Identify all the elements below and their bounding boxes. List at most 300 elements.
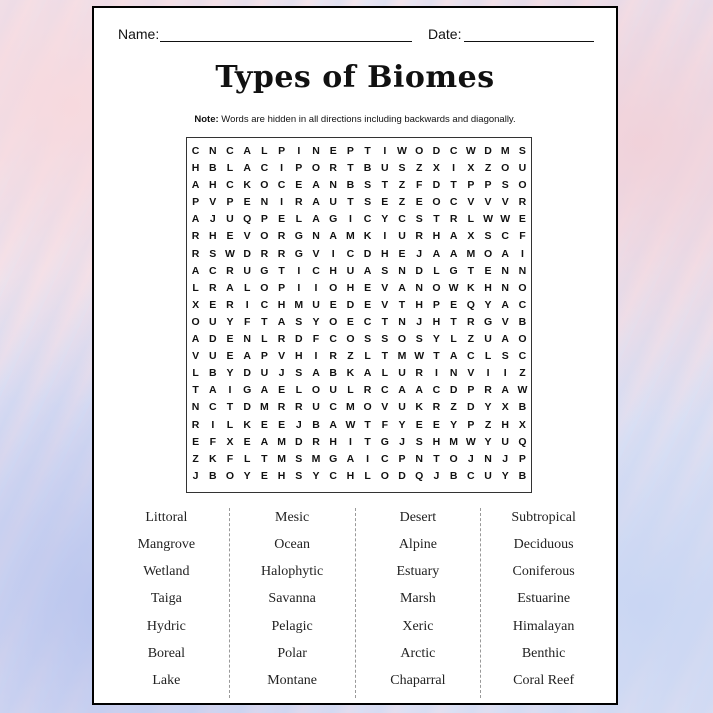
grid-letter[interactable]: T: [433, 452, 440, 465]
grid-letter[interactable]: E: [243, 435, 251, 448]
grid-letter[interactable]: S: [364, 179, 372, 192]
grid-letter[interactable]: C: [260, 298, 269, 311]
grid-letter[interactable]: H: [381, 247, 389, 260]
grid-letter[interactable]: A: [415, 384, 423, 397]
grid-letter[interactable]: E: [243, 196, 251, 209]
grid-letter[interactable]: Y: [312, 469, 320, 482]
grid-letter[interactable]: Z: [484, 418, 492, 431]
grid-letter[interactable]: C: [449, 145, 458, 157]
grid-letter[interactable]: Q: [518, 435, 527, 448]
grid-letter[interactable]: Y: [484, 401, 492, 414]
grid-letter[interactable]: W: [465, 435, 476, 448]
grid-letter[interactable]: O: [483, 247, 493, 260]
grid-letter[interactable]: S: [381, 264, 389, 277]
grid-letter[interactable]: N: [260, 196, 269, 209]
grid-letter[interactable]: I: [314, 281, 318, 294]
grid-letter[interactable]: G: [380, 435, 389, 448]
grid-letter[interactable]: C: [363, 315, 372, 328]
grid-letter[interactable]: A: [277, 315, 286, 328]
grid-letter[interactable]: C: [329, 333, 337, 346]
grid-letter[interactable]: L: [364, 350, 371, 363]
grid-letter[interactable]: O: [225, 469, 235, 482]
grid-letter[interactable]: U: [329, 384, 337, 397]
grid-letter[interactable]: T: [381, 350, 389, 363]
grid-letter[interactable]: O: [329, 281, 338, 294]
grid-letter[interactable]: S: [364, 196, 372, 209]
grid-letter[interactable]: O: [518, 179, 527, 192]
grid-letter[interactable]: N: [484, 452, 492, 465]
grid-letter[interactable]: M: [277, 452, 286, 465]
grid-letter[interactable]: Y: [484, 435, 492, 448]
grid-letter[interactable]: A: [191, 264, 200, 277]
grid-letter[interactable]: P: [518, 452, 526, 465]
grid-letter[interactable]: C: [381, 384, 389, 397]
grid-letter[interactable]: P: [346, 145, 354, 157]
grid-letter[interactable]: P: [226, 196, 234, 209]
grid-letter[interactable]: R: [260, 247, 269, 260]
grid-letter[interactable]: V: [192, 350, 200, 363]
grid-letter[interactable]: Y: [450, 418, 458, 431]
grid-letter[interactable]: B: [363, 162, 372, 175]
grid-letter[interactable]: R: [484, 384, 492, 397]
grid-letter[interactable]: U: [398, 367, 406, 380]
grid-letter[interactable]: U: [346, 264, 355, 277]
grid-letter[interactable]: U: [398, 401, 406, 414]
grid-letter[interactable]: R: [363, 384, 372, 397]
grid-letter[interactable]: B: [346, 179, 355, 192]
grid-letter[interactable]: E: [346, 315, 354, 328]
grid-letter[interactable]: B: [312, 418, 320, 431]
grid-letter[interactable]: J: [295, 418, 302, 431]
grid-letter[interactable]: H: [432, 435, 441, 448]
grid-letter[interactable]: P: [467, 384, 475, 397]
grid-letter[interactable]: I: [297, 145, 301, 157]
grid-letter[interactable]: E: [192, 435, 200, 448]
grid-letter[interactable]: D: [294, 435, 303, 448]
grid-letter[interactable]: E: [381, 196, 389, 209]
grid-letter[interactable]: T: [433, 213, 440, 226]
grid-letter[interactable]: J: [502, 452, 509, 465]
name-field-line[interactable]: [160, 41, 412, 42]
grid-letter[interactable]: L: [192, 281, 199, 294]
grid-letter[interactable]: C: [467, 469, 475, 482]
grid-letter[interactable]: A: [346, 452, 355, 465]
grid-letter[interactable]: R: [208, 281, 217, 294]
grid-letter[interactable]: Z: [484, 162, 492, 175]
grid-letter[interactable]: Q: [466, 298, 475, 311]
grid-letter[interactable]: T: [433, 350, 440, 363]
grid-letter[interactable]: A: [260, 384, 269, 397]
grid-letter[interactable]: Q: [243, 213, 252, 226]
grid-letter[interactable]: E: [278, 384, 286, 397]
grid-letter[interactable]: T: [192, 384, 199, 397]
grid-letter[interactable]: S: [209, 247, 217, 260]
grid-letter[interactable]: D: [243, 247, 251, 260]
grid-letter[interactable]: N: [398, 264, 406, 277]
grid-letter[interactable]: S: [381, 333, 389, 346]
grid-letter[interactable]: R: [432, 401, 441, 414]
grid-letter[interactable]: E: [260, 418, 268, 431]
grid-letter[interactable]: R: [415, 230, 423, 243]
grid-letter[interactable]: U: [243, 264, 251, 277]
grid-letter[interactable]: A: [191, 333, 200, 346]
grid-letter[interactable]: P: [432, 298, 440, 311]
grid-letter[interactable]: S: [484, 230, 492, 243]
grid-letter[interactable]: V: [243, 230, 251, 243]
grid-letter[interactable]: M: [294, 298, 304, 311]
grid-letter[interactable]: H: [432, 230, 441, 243]
grid-letter[interactable]: D: [449, 384, 458, 397]
grid-letter[interactable]: A: [398, 384, 406, 397]
grid-letter[interactable]: L: [243, 452, 251, 465]
grid-letter[interactable]: R: [449, 213, 458, 226]
grid-letter[interactable]: O: [329, 315, 338, 328]
grid-letter[interactable]: L: [295, 213, 302, 226]
grid-letter[interactable]: H: [346, 469, 355, 482]
grid-letter[interactable]: D: [415, 264, 423, 277]
grid-letter[interactable]: S: [415, 435, 423, 448]
grid-letter[interactable]: X: [501, 401, 509, 414]
date-field-line[interactable]: [464, 41, 594, 42]
grid-letter[interactable]: T: [261, 315, 268, 328]
grid-letter[interactable]: R: [294, 196, 303, 209]
grid-letter[interactable]: N: [398, 315, 406, 328]
grid-letter[interactable]: O: [311, 384, 321, 397]
grid-letter[interactable]: K: [363, 230, 372, 243]
grid-letter[interactable]: M: [500, 145, 510, 157]
grid-letter[interactable]: N: [501, 264, 510, 277]
grid-letter[interactable]: O: [449, 452, 458, 465]
grid-letter[interactable]: O: [363, 401, 372, 414]
grid-letter[interactable]: I: [211, 418, 215, 431]
grid-letter[interactable]: L: [347, 384, 354, 397]
grid-letter[interactable]: S: [415, 333, 423, 346]
grid-letter[interactable]: Y: [226, 367, 234, 380]
grid-letter[interactable]: C: [277, 179, 286, 192]
grid-letter[interactable]: P: [278, 281, 286, 294]
grid-letter[interactable]: N: [243, 333, 251, 346]
grid-letter[interactable]: V: [501, 315, 509, 328]
grid-letter[interactable]: E: [226, 333, 234, 346]
grid-letter[interactable]: R: [329, 162, 337, 175]
grid-letter[interactable]: V: [278, 350, 286, 363]
grid-letter[interactable]: J: [192, 469, 199, 482]
grid-letter[interactable]: C: [467, 350, 475, 363]
grid-letter[interactable]: V: [467, 367, 475, 380]
grid-letter[interactable]: O: [397, 333, 407, 346]
grid-letter[interactable]: T: [450, 179, 457, 192]
grid-letter[interactable]: C: [398, 213, 406, 226]
grid-letter[interactable]: L: [192, 367, 199, 380]
grid-letter[interactable]: P: [484, 179, 492, 192]
grid-letter[interactable]: A: [312, 179, 320, 192]
grid-letter[interactable]: H: [329, 435, 337, 448]
grid-letter[interactable]: A: [329, 418, 337, 431]
grid-letter[interactable]: R: [191, 230, 200, 243]
grid-letter[interactable]: S: [501, 179, 509, 192]
grid-letter[interactable]: C: [329, 401, 337, 414]
grid-letter[interactable]: D: [243, 401, 251, 414]
grid-letter[interactable]: J: [416, 315, 423, 328]
grid-letter[interactable]: E: [209, 298, 217, 311]
grid-letter[interactable]: S: [295, 315, 303, 328]
grid-letter[interactable]: I: [245, 298, 249, 311]
grid-letter[interactable]: D: [294, 333, 303, 346]
grid-letter[interactable]: V: [467, 196, 475, 209]
grid-letter[interactable]: P: [467, 418, 475, 431]
grid-letter[interactable]: G: [294, 230, 303, 243]
grid-letter[interactable]: U: [208, 350, 217, 363]
grid-letter[interactable]: O: [260, 179, 269, 192]
grid-letter[interactable]: H: [208, 230, 217, 243]
grid-letter[interactable]: Z: [398, 179, 406, 192]
grid-letter[interactable]: N: [415, 452, 423, 465]
grid-letter[interactable]: W: [448, 281, 459, 294]
grid-letter[interactable]: A: [398, 281, 406, 294]
grid-letter[interactable]: R: [277, 247, 286, 260]
grid-letter[interactable]: Z: [347, 350, 354, 363]
grid-letter[interactable]: H: [501, 418, 510, 431]
grid-letter[interactable]: D: [484, 145, 492, 157]
grid-letter[interactable]: L: [484, 350, 492, 363]
grid-letter[interactable]: A: [243, 350, 251, 363]
grid-letter[interactable]: A: [449, 350, 458, 363]
grid-letter[interactable]: U: [484, 469, 492, 482]
grid-letter[interactable]: L: [295, 384, 302, 397]
grid-letter[interactable]: S: [501, 350, 509, 363]
grid-letter[interactable]: R: [294, 401, 303, 414]
grid-letter[interactable]: F: [243, 315, 251, 328]
grid-letter[interactable]: R: [191, 247, 200, 260]
grid-letter[interactable]: F: [416, 179, 423, 192]
grid-letter[interactable]: O: [518, 281, 527, 294]
grid-letter[interactable]: D: [467, 401, 475, 414]
grid-letter[interactable]: T: [364, 145, 371, 157]
grid-letter[interactable]: Z: [450, 401, 457, 414]
grid-letter[interactable]: E: [226, 350, 234, 363]
grid-letter[interactable]: Z: [192, 452, 199, 465]
grid-letter[interactable]: D: [432, 145, 441, 157]
grid-letter[interactable]: E: [450, 298, 458, 311]
grid-letter[interactable]: M: [466, 247, 476, 260]
grid-letter[interactable]: U: [260, 367, 269, 380]
grid-letter[interactable]: I: [297, 264, 301, 277]
grid-letter[interactable]: O: [518, 333, 527, 346]
grid-letter[interactable]: C: [518, 298, 527, 311]
grid-letter[interactable]: J: [467, 452, 474, 465]
grid-letter[interactable]: U: [518, 162, 527, 175]
grid-letter[interactable]: H: [432, 315, 441, 328]
grid-letter[interactable]: W: [397, 145, 407, 157]
grid-letter[interactable]: A: [501, 247, 510, 260]
grid-letter[interactable]: F: [312, 333, 320, 346]
grid-letter[interactable]: T: [347, 162, 354, 175]
grid-letter[interactable]: V: [381, 298, 389, 311]
grid-letter[interactable]: E: [278, 418, 286, 431]
grid-letter[interactable]: N: [449, 367, 458, 380]
grid-letter[interactable]: M: [346, 401, 355, 414]
grid-letter[interactable]: W: [483, 213, 493, 226]
grid-letter[interactable]: D: [363, 247, 372, 260]
grid-letter[interactable]: G: [243, 384, 252, 397]
grid-letter[interactable]: K: [467, 281, 475, 294]
grid-letter[interactable]: A: [501, 333, 510, 346]
grid-letter[interactable]: R: [226, 298, 234, 311]
grid-letter[interactable]: P: [398, 452, 406, 465]
grid-letter[interactable]: A: [449, 247, 458, 260]
grid-letter[interactable]: C: [329, 469, 337, 482]
grid-letter[interactable]: B: [518, 469, 527, 482]
grid-letter[interactable]: C: [226, 145, 234, 157]
grid-letter[interactable]: Y: [432, 333, 440, 346]
grid-letter[interactable]: R: [329, 350, 337, 363]
grid-letter[interactable]: W: [345, 418, 356, 431]
grid-letter[interactable]: X: [432, 162, 440, 175]
grid-letter[interactable]: O: [415, 145, 424, 157]
grid-letter[interactable]: Y: [226, 315, 234, 328]
grid-letter[interactable]: I: [228, 384, 232, 397]
grid-letter[interactable]: X: [192, 298, 200, 311]
grid-letter[interactable]: W: [225, 247, 235, 260]
grid-letter[interactable]: E: [518, 213, 526, 226]
grid-letter[interactable]: T: [450, 315, 457, 328]
grid-letter[interactable]: E: [398, 247, 406, 260]
grid-letter[interactable]: O: [191, 315, 200, 328]
grid-letter[interactable]: S: [295, 469, 303, 482]
grid-letter[interactable]: C: [226, 179, 234, 192]
grid-letter[interactable]: E: [415, 418, 423, 431]
grid-letter[interactable]: P: [467, 179, 475, 192]
grid-letter[interactable]: R: [226, 264, 234, 277]
grid-letter[interactable]: E: [432, 418, 440, 431]
grid-letter[interactable]: F: [519, 230, 526, 243]
grid-letter[interactable]: E: [329, 145, 337, 157]
grid-letter[interactable]: A: [312, 196, 320, 209]
grid-letter[interactable]: Z: [467, 333, 475, 346]
grid-letter[interactable]: N: [191, 401, 200, 414]
grid-letter[interactable]: A: [501, 384, 510, 397]
grid-letter[interactable]: L: [243, 281, 251, 294]
grid-letter[interactable]: L: [467, 213, 475, 226]
grid-letter[interactable]: T: [398, 298, 406, 311]
grid-letter[interactable]: M: [397, 350, 407, 363]
grid-letter[interactable]: P: [295, 162, 303, 175]
grid-letter[interactable]: J: [433, 469, 440, 482]
grid-letter[interactable]: A: [243, 162, 251, 175]
grid-letter[interactable]: A: [208, 384, 217, 397]
grid-letter[interactable]: T: [278, 264, 285, 277]
grid-letter[interactable]: I: [331, 247, 335, 260]
grid-letter[interactable]: E: [295, 179, 303, 192]
grid-letter[interactable]: F: [226, 452, 234, 465]
grid-letter[interactable]: L: [450, 333, 457, 346]
grid-letter[interactable]: R: [415, 367, 423, 380]
grid-letter[interactable]: U: [312, 298, 320, 311]
grid-letter[interactable]: I: [280, 196, 284, 209]
grid-letter[interactable]: J: [278, 367, 285, 380]
grid-letter[interactable]: M: [277, 435, 286, 448]
grid-letter[interactable]: G: [260, 264, 269, 277]
grid-letter[interactable]: T: [381, 315, 389, 328]
grid-letter[interactable]: I: [348, 213, 352, 226]
grid-letter[interactable]: H: [415, 298, 423, 311]
grid-letter[interactable]: V: [209, 196, 217, 209]
grid-letter[interactable]: U: [226, 213, 234, 226]
grid-letter[interactable]: V: [312, 247, 320, 260]
grid-letter[interactable]: G: [483, 315, 493, 328]
grid-letter[interactable]: C: [312, 264, 320, 277]
grid-letter[interactable]: B: [449, 469, 458, 482]
grid-letter[interactable]: O: [380, 469, 389, 482]
grid-letter[interactable]: I: [297, 281, 301, 294]
grid-letter[interactable]: O: [311, 162, 321, 175]
grid-letter[interactable]: S: [518, 145, 526, 157]
grid-letter[interactable]: N: [208, 145, 217, 157]
grid-letter[interactable]: W: [465, 145, 476, 157]
grid-letter[interactable]: I: [280, 162, 284, 175]
grid-letter[interactable]: F: [209, 435, 216, 448]
grid-letter[interactable]: H: [208, 179, 217, 192]
grid-letter[interactable]: C: [449, 196, 458, 209]
grid-letter[interactable]: U: [484, 333, 492, 346]
grid-letter[interactable]: N: [312, 145, 320, 157]
grid-letter[interactable]: G: [294, 247, 303, 260]
grid-letter[interactable]: O: [260, 281, 269, 294]
grid-letter[interactable]: P: [278, 145, 286, 157]
grid-letter[interactable]: Z: [519, 367, 526, 380]
grid-letter[interactable]: K: [208, 452, 217, 465]
grid-letter[interactable]: I: [348, 435, 352, 448]
grid-letter[interactable]: U: [398, 230, 406, 243]
grid-letter[interactable]: H: [294, 350, 303, 363]
grid-letter[interactable]: D: [398, 469, 406, 482]
grid-letter[interactable]: U: [501, 435, 510, 448]
grid-letter[interactable]: D: [346, 298, 355, 311]
grid-letter[interactable]: M: [346, 230, 355, 243]
grid-letter[interactable]: T: [261, 452, 268, 465]
grid-letter[interactable]: I: [434, 367, 438, 380]
grid-letter[interactable]: L: [433, 264, 440, 277]
grid-letter[interactable]: A: [363, 264, 372, 277]
grid-letter[interactable]: N: [415, 281, 423, 294]
grid-letter[interactable]: K: [243, 179, 251, 192]
grid-letter[interactable]: B: [208, 469, 217, 482]
grid-letter[interactable]: V: [381, 401, 389, 414]
grid-letter[interactable]: P: [192, 196, 200, 209]
grid-letter[interactable]: N: [312, 230, 320, 243]
grid-letter[interactable]: H: [277, 469, 286, 482]
grid-letter[interactable]: X: [226, 435, 234, 448]
grid-letter[interactable]: W: [414, 350, 425, 363]
grid-letter[interactable]: I: [366, 452, 370, 465]
grid-letter[interactable]: I: [314, 350, 318, 363]
grid-letter[interactable]: V: [501, 196, 509, 209]
grid-letter[interactable]: H: [346, 281, 355, 294]
grid-letter[interactable]: Y: [312, 315, 320, 328]
grid-letter[interactable]: C: [208, 401, 217, 414]
grid-letter[interactable]: C: [432, 384, 441, 397]
grid-letter[interactable]: Y: [484, 298, 492, 311]
grid-letter[interactable]: O: [501, 162, 510, 175]
grid-letter[interactable]: K: [243, 418, 251, 431]
grid-letter[interactable]: M: [449, 435, 458, 448]
grid-letter[interactable]: B: [208, 162, 217, 175]
grid-letter[interactable]: E: [415, 196, 423, 209]
grid-letter[interactable]: T: [364, 418, 371, 431]
grid-letter[interactable]: A: [243, 145, 251, 157]
grid-letter[interactable]: R: [191, 418, 200, 431]
grid-letter[interactable]: R: [277, 230, 286, 243]
